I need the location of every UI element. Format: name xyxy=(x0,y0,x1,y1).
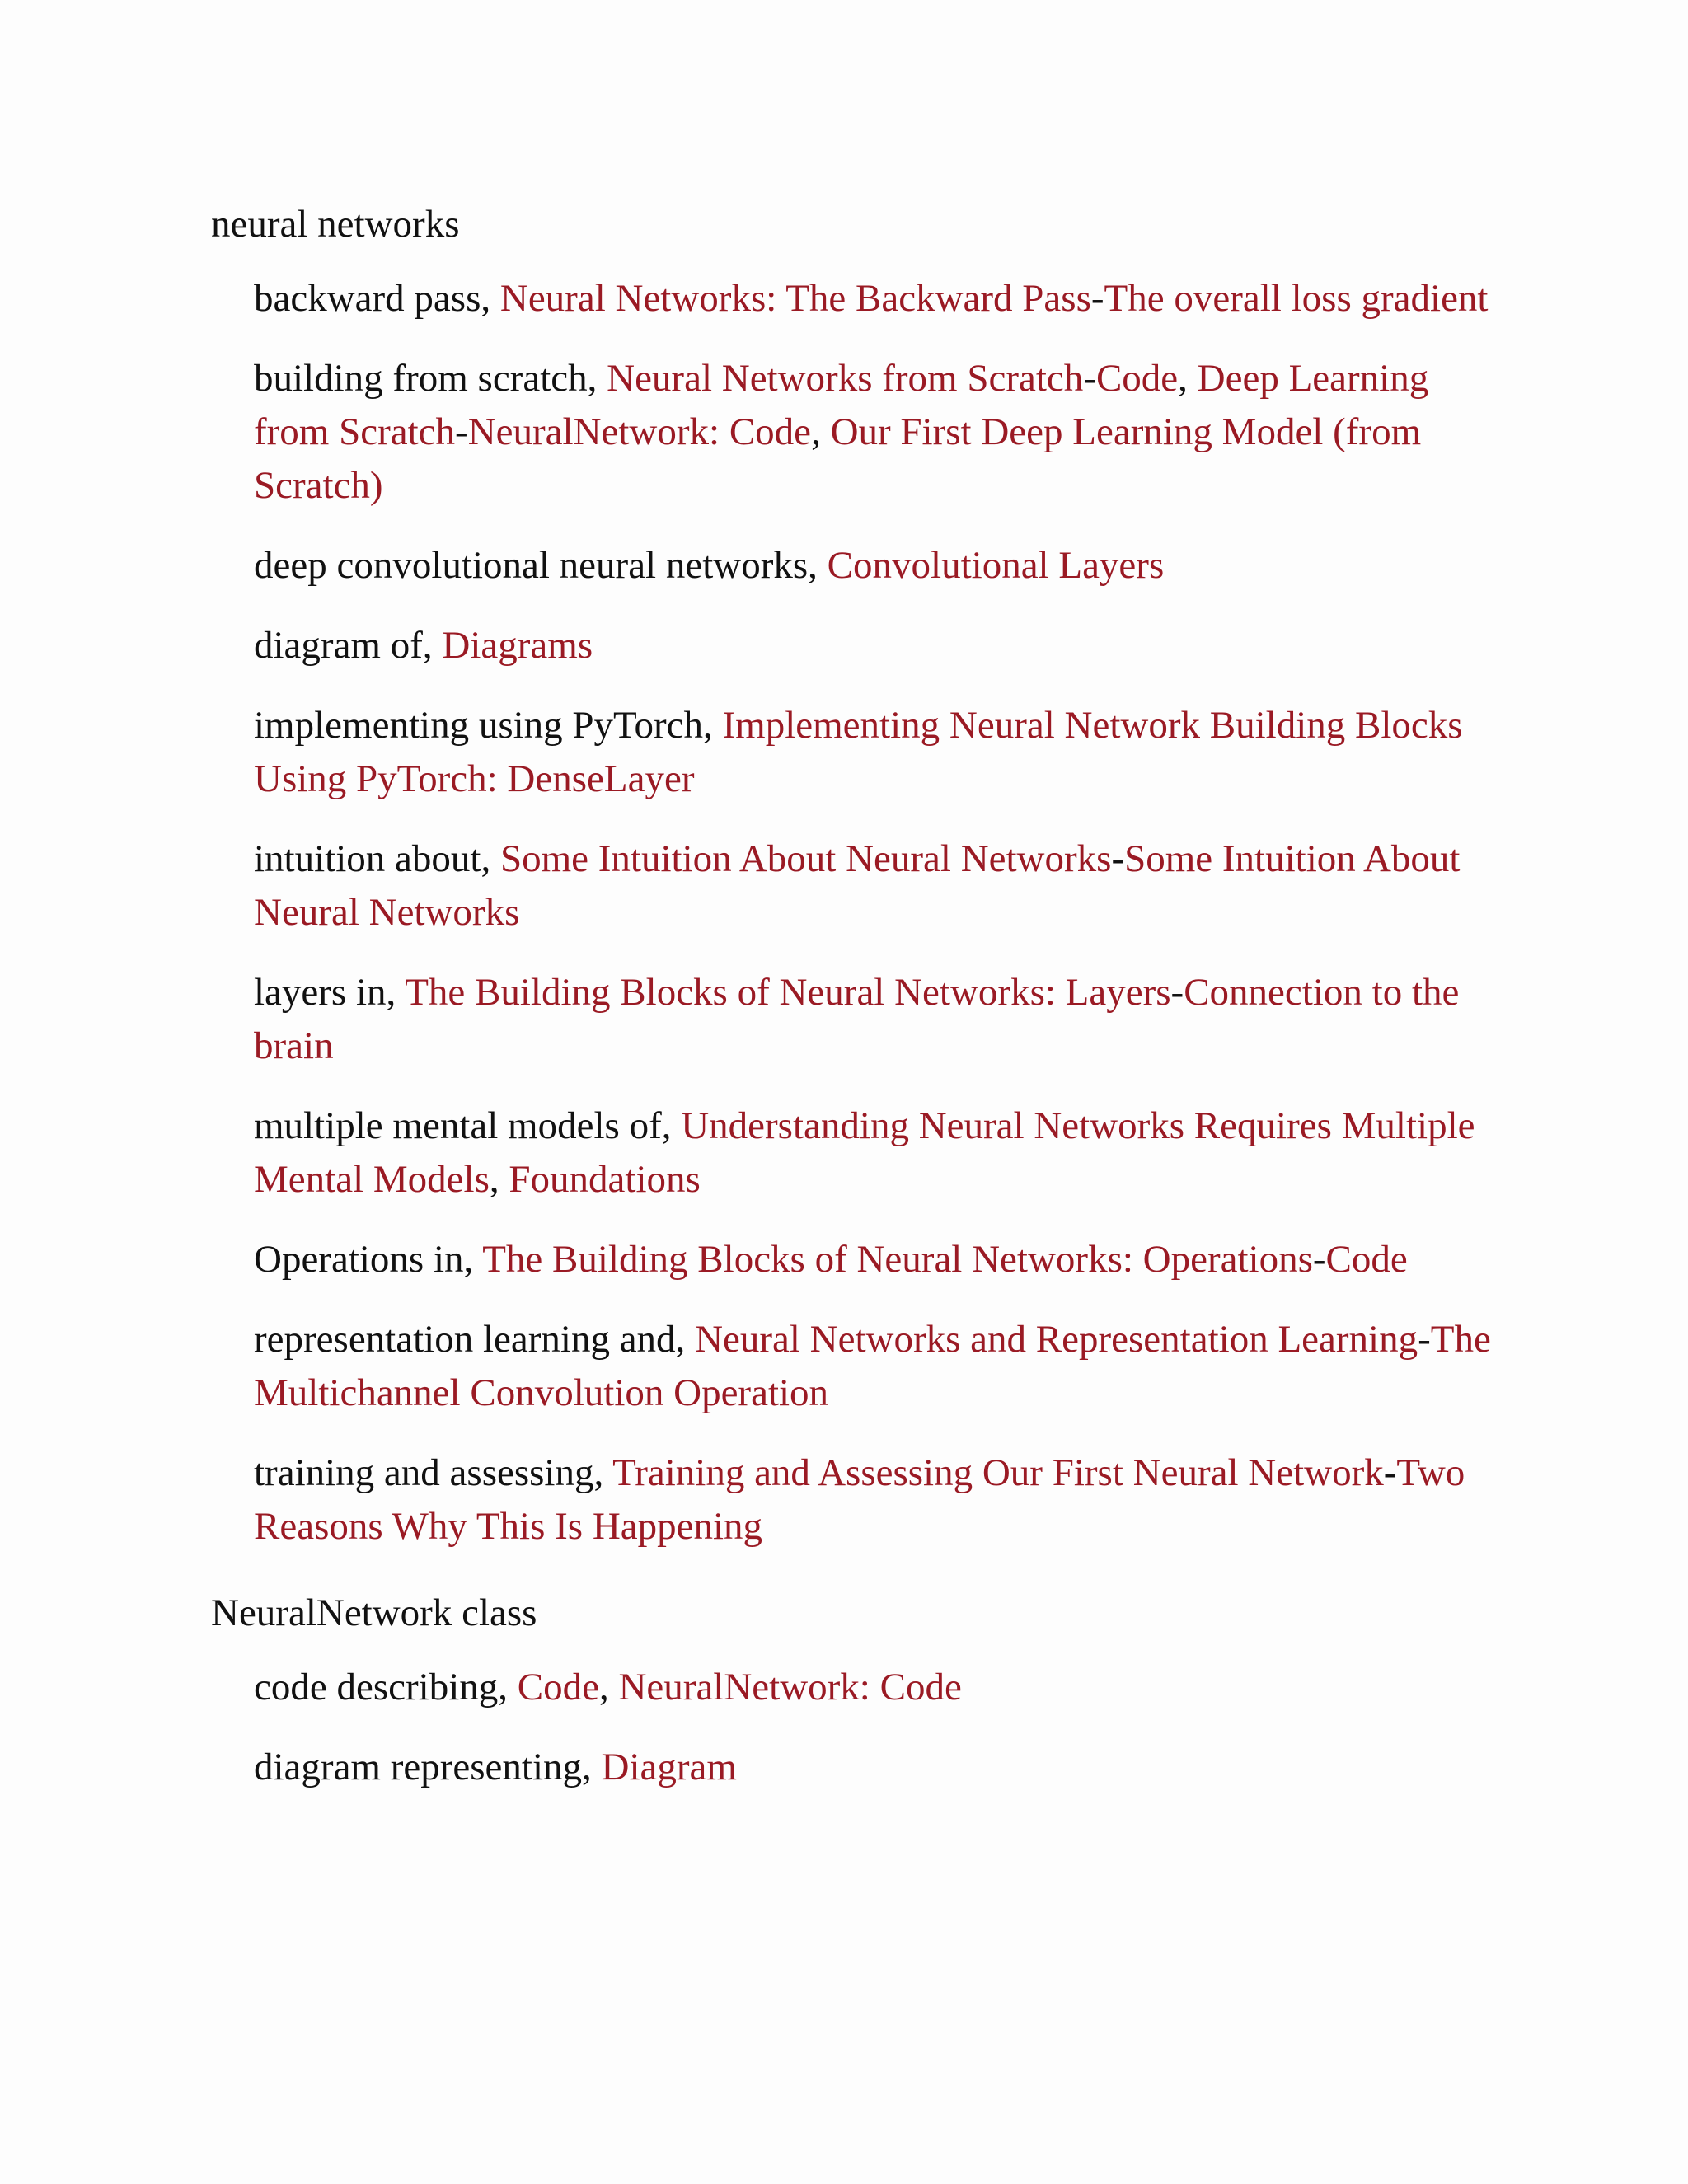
subentry-list xyxy=(211,272,1497,1554)
subentry-label: training and assessing, xyxy=(254,1451,613,1494)
list-separator: , xyxy=(489,1158,509,1201)
page-link[interactable]: Implementing Neural Network Building Blocks Using PyTorch: DenseLayer xyxy=(254,704,1463,800)
subentry-layers-in xyxy=(254,966,1497,1073)
page-link[interactable]: Our First Deep Learning Model (from Scratch) xyxy=(254,410,1422,507)
subentry-training-assessing xyxy=(254,1446,1497,1554)
page-link[interactable]: Connection to the brain xyxy=(254,971,1460,1067)
subentry-label: diagram representing, xyxy=(254,1746,602,1788)
subentry-diagram-representing xyxy=(254,1741,1497,1794)
list-separator: , xyxy=(598,1666,619,1708)
page-link[interactable]: Code xyxy=(1095,357,1179,400)
range-separator: - xyxy=(1170,971,1184,1014)
page-link[interactable]: Code xyxy=(517,1666,599,1708)
page-link[interactable]: Neural Networks from Scratch xyxy=(607,357,1084,400)
subentry-multiple-mental-models xyxy=(254,1099,1497,1207)
subentry-label: diagram of, xyxy=(254,624,443,667)
page-link[interactable]: NeuralNetwork: Code xyxy=(467,410,812,453)
page-link[interactable]: Convolutional Layers xyxy=(827,544,1165,587)
page-link[interactable]: Neural Networks: The Backward Pass xyxy=(499,277,1091,320)
subentry-label: Operations in, xyxy=(254,1238,483,1281)
page-link[interactable]: Some Intuition About Neural Networks xyxy=(254,837,1461,934)
subentry-label: representation learning and, xyxy=(254,1318,696,1361)
subentry-representation-learning xyxy=(254,1313,1497,1420)
range-separator: - xyxy=(1083,357,1096,400)
subentry-implementing-pytorch xyxy=(254,699,1497,806)
subentry-label: building from scratch, xyxy=(254,357,607,400)
subentry-label: backward pass, xyxy=(254,277,500,320)
page-link[interactable]: Foundations xyxy=(509,1158,701,1201)
range-separator: - xyxy=(1418,1318,1431,1361)
list-separator: , xyxy=(811,410,831,453)
subentry-label: intuition about, xyxy=(254,837,500,880)
page-link[interactable]: Training and Assessing Our First Neural Network xyxy=(612,1451,1384,1494)
list-separator: , xyxy=(1178,357,1198,400)
page-link[interactable]: Understanding Neural Networks Requires Multiple Mental Models xyxy=(254,1104,1475,1201)
range-separator: - xyxy=(1312,1238,1326,1281)
subentry-label: implementing using PyTorch, xyxy=(254,704,723,747)
range-separator: - xyxy=(455,410,468,453)
page-link[interactable]: The Building Blocks of Neural Networks: Operations xyxy=(482,1238,1313,1281)
range-separator: - xyxy=(1383,1451,1397,1494)
page-link[interactable]: The overall loss gradient xyxy=(1104,277,1489,320)
subentry-label: deep convolutional neural networks, xyxy=(254,544,828,587)
page-link[interactable]: Diagrams xyxy=(442,624,593,667)
page-link[interactable]: Code xyxy=(1325,1238,1408,1281)
subentry-intuition-about xyxy=(254,832,1497,940)
page-link[interactable]: Neural Networks and Representation Learning xyxy=(695,1318,1418,1361)
subentry-list xyxy=(211,1661,1497,1794)
index-term-neural-networks: neural networks xyxy=(211,203,460,246)
range-separator: - xyxy=(1111,837,1125,880)
subentry-label: layers in, xyxy=(254,971,406,1014)
index-term-neuralnetwork-class: NeuralNetwork class xyxy=(211,1591,537,1634)
range-separator: - xyxy=(1090,277,1104,320)
subentry-deep-convolutional xyxy=(254,539,1497,593)
page-link[interactable]: Diagram xyxy=(601,1746,737,1788)
page-link[interactable]: The Multichannel Convolution Operation xyxy=(254,1318,1491,1414)
subentry-operations-in xyxy=(254,1233,1497,1286)
index-page xyxy=(211,198,1497,1821)
subentry-code-describing xyxy=(254,1661,1497,1714)
subentry-label: code describing, xyxy=(254,1666,518,1708)
page-link[interactable]: The Building Blocks of Neural Networks: Layers xyxy=(405,971,1171,1014)
subentry-backward-pass xyxy=(254,272,1497,326)
page-link[interactable]: Some Intuition About Neural Networks xyxy=(499,837,1112,880)
subentry-diagram-of xyxy=(254,619,1497,673)
subentry-building-from-scratch xyxy=(254,352,1497,513)
page-link[interactable]: Two Reasons Why This Is Happening xyxy=(254,1451,1465,1548)
page-link[interactable]: Deep Learning from Scratch xyxy=(254,357,1429,453)
subentry-label: multiple mental models of, xyxy=(254,1104,682,1147)
page-link[interactable]: NeuralNetwork: Code xyxy=(618,1666,962,1708)
